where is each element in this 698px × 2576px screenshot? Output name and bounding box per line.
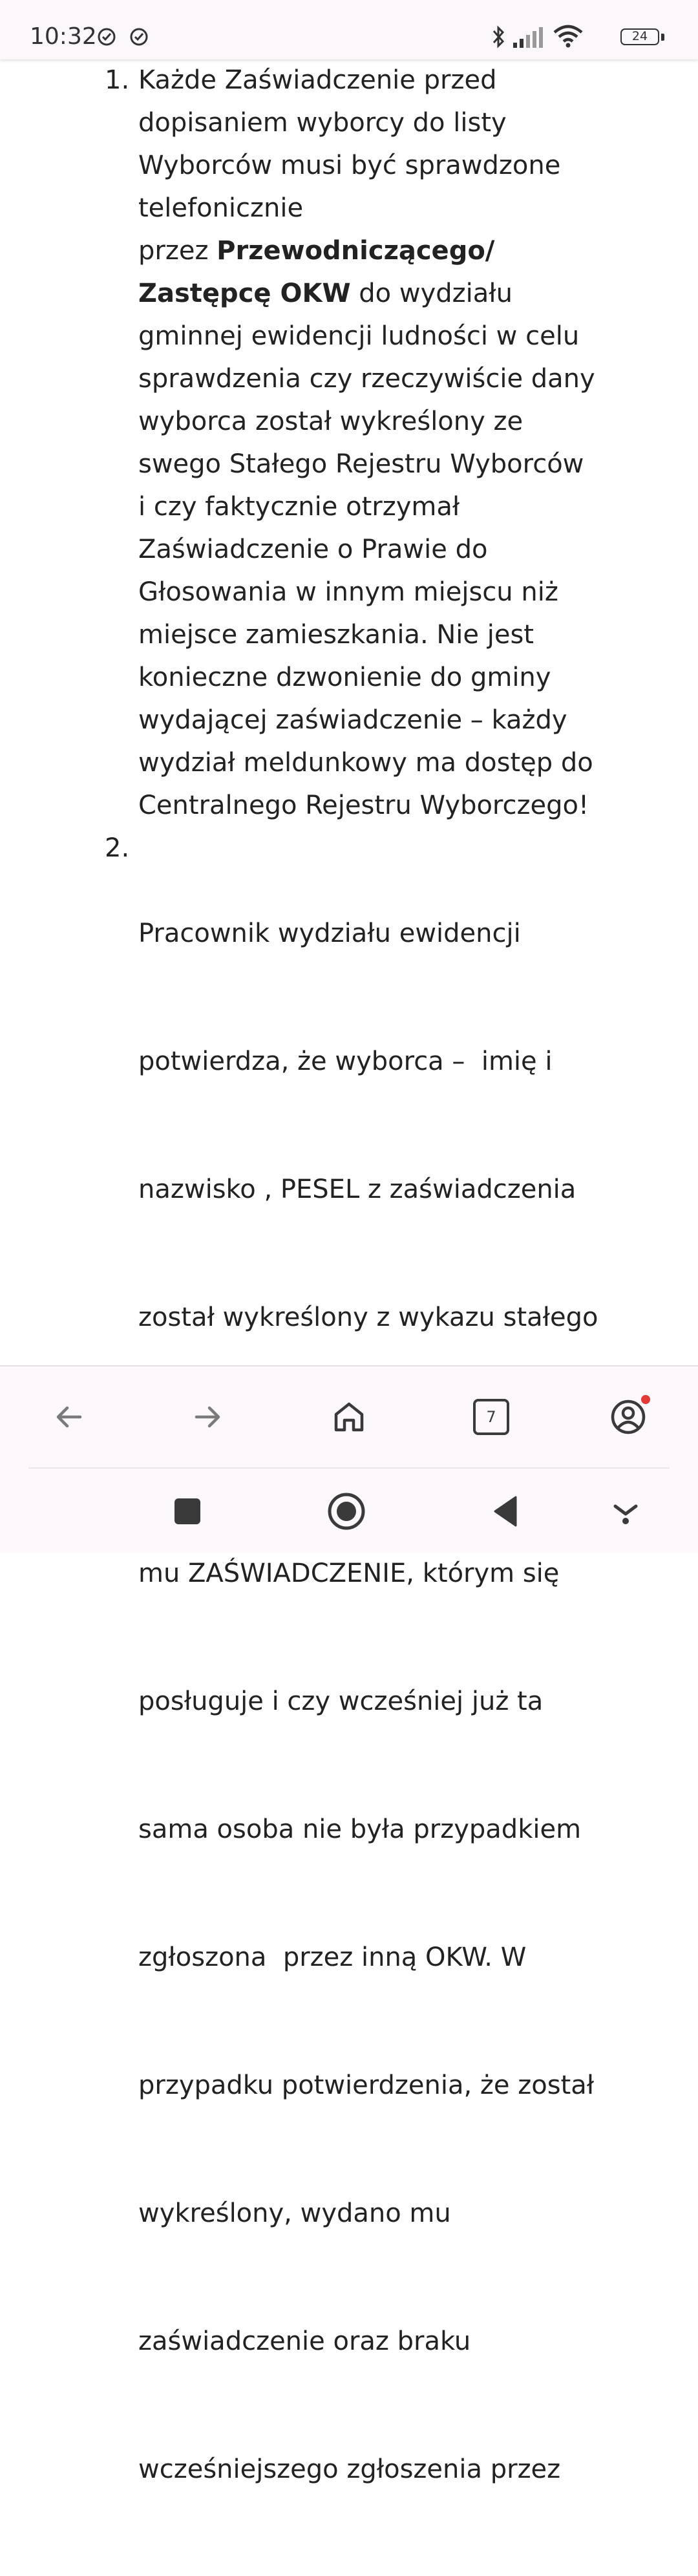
status-icons bbox=[491, 25, 659, 50]
text-line: wykreślony, wydano mu bbox=[138, 2198, 451, 2228]
text-line: i czy faktycznie otrzymał bbox=[138, 492, 460, 522]
account-button[interactable] bbox=[608, 1396, 649, 1438]
chevron-down-icon bbox=[611, 1497, 640, 1526]
text-line: Zaświadczenie o Prawie do bbox=[138, 535, 488, 564]
wifi-icon bbox=[553, 25, 583, 49]
text-line: konieczne dzwonienie do gminy bbox=[138, 663, 551, 692]
system-home-button[interactable] bbox=[323, 1488, 370, 1535]
text-line: zgłoszona przez inną OKW. W bbox=[138, 1943, 527, 1972]
signal-icon bbox=[513, 25, 545, 49]
bold-text: Przewodniczącego/ bbox=[217, 236, 495, 266]
text-line: swego Stałego Rejestru Wyborców bbox=[138, 449, 584, 479]
text-line: wyborca został wykreślony ze bbox=[138, 407, 524, 436]
text-line: przypadku potwierdzenia, że został bbox=[138, 2070, 595, 2100]
bold-text: Zastępcę OKW bbox=[138, 279, 351, 308]
list-item-number: 1. bbox=[105, 65, 130, 95]
list-item-number: 2. bbox=[105, 833, 130, 863]
notification-dot bbox=[641, 1395, 650, 1404]
recents-button[interactable] bbox=[164, 1488, 211, 1535]
bluetooth-icon bbox=[491, 25, 507, 49]
text-line: posługuje i czy wcześniej już ta bbox=[138, 1687, 544, 1716]
forward-button[interactable] bbox=[187, 1396, 229, 1438]
text-line bbox=[138, 229, 672, 272]
text-line: Centralnego Rejestru Wyborczego! bbox=[138, 791, 589, 820]
check-circle-icon bbox=[129, 27, 149, 47]
text-line: został wykreślony z wykazu stałego bbox=[138, 1303, 598, 1332]
bottom-bar bbox=[0, 1365, 698, 1553]
text-line: dopisaniem wyborcy do listy bbox=[138, 108, 507, 138]
text-line: zaświadczenie oraz braku bbox=[138, 2326, 471, 2356]
list-item bbox=[0, 827, 698, 2576]
text-line: Pracownik wydziału ewidencji bbox=[138, 919, 521, 948]
system-back-button[interactable] bbox=[482, 1488, 529, 1535]
battery-tip bbox=[661, 34, 664, 41]
text-line: mu ZAŚWIADCZENIE, którym się bbox=[138, 1559, 560, 1588]
text-line: Głosowania w innym miejscu niż bbox=[138, 577, 558, 607]
tabs-icon bbox=[473, 1399, 509, 1435]
account-circle-icon bbox=[610, 1399, 646, 1435]
text-line: potwierdza, że wyborca – imię i bbox=[138, 1047, 553, 1076]
text-line: sprawdzenia czy rzeczywiście dany bbox=[138, 364, 595, 394]
list-item-text bbox=[138, 59, 672, 827]
text-line: wcześniejszego zgłoszenia przez bbox=[138, 2454, 561, 2484]
divider bbox=[28, 1467, 670, 1469]
text-span: do wydziału bbox=[350, 279, 513, 308]
check-circle-icon bbox=[97, 27, 116, 47]
text-line: nazwisko , PESEL z zaświadczenia bbox=[138, 1175, 576, 1204]
text-line: wydział meldunkowy ma dostęp do bbox=[138, 748, 593, 778]
article-scroll bbox=[0, 59, 698, 2576]
text-line: sama osoba nie była przypadkiem bbox=[138, 1815, 582, 1844]
account-circle-icon-svg bbox=[610, 1399, 646, 1435]
circle-icon bbox=[326, 1491, 366, 1531]
text-line: Wyborców musi być sprawdzone bbox=[138, 151, 561, 180]
article-content[interactable] bbox=[0, 59, 698, 2484]
text-line: miejsce zamieszkania. Nie jest bbox=[138, 620, 534, 650]
tabs-button[interactable] bbox=[471, 1396, 512, 1438]
home-icon bbox=[331, 1399, 367, 1435]
status-bar bbox=[0, 0, 698, 59]
text-line: wydającej zaświadczenie – każdy bbox=[138, 705, 567, 735]
text-line: telefonicznie bbox=[138, 193, 304, 223]
triangle-back-icon bbox=[490, 1495, 521, 1528]
text-span: przez bbox=[138, 236, 217, 266]
status-time: 10:32 bbox=[30, 23, 97, 50]
tabs-count: 7 bbox=[473, 1399, 509, 1435]
back-button[interactable] bbox=[48, 1396, 89, 1438]
arrow-right-icon bbox=[191, 1400, 225, 1434]
assistant-button[interactable] bbox=[602, 1488, 649, 1535]
text-line bbox=[138, 272, 672, 315]
rules-list bbox=[0, 59, 698, 2576]
list-item-text bbox=[138, 827, 672, 2576]
list-item bbox=[0, 59, 698, 827]
battery-icon: 24 bbox=[620, 28, 659, 45]
text-line: gminnej ewidencji ludności w celu bbox=[138, 321, 580, 351]
text-line: Każde Zaświadczenie przed bbox=[138, 65, 497, 95]
home-button[interactable] bbox=[328, 1396, 370, 1438]
arrow-left-icon bbox=[52, 1400, 85, 1434]
square-icon bbox=[173, 1497, 202, 1526]
